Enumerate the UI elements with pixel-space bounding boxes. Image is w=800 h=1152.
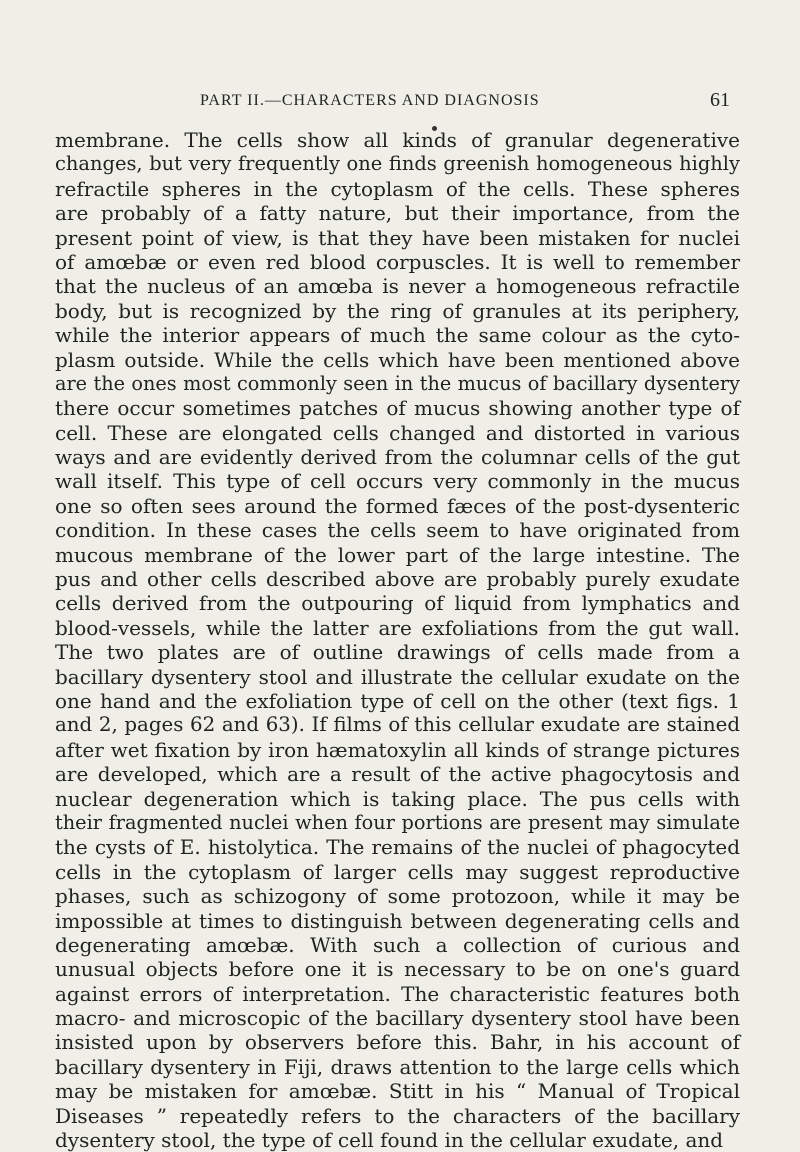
text-line: bacillary dysentery in Fiji, draws attention to the large cells which bbox=[55, 1054, 740, 1079]
text-line: after wet fixation by iron hæmatoxylin all kinds of strange pictures bbox=[55, 737, 740, 762]
text-line: Diseases ” repeatedly refers to the characters of the bacillary bbox=[55, 1103, 740, 1128]
text-line: ways and are evidently derived from the columnar cells of the gut bbox=[55, 445, 740, 470]
text-line: insisted upon by observers before this. Bahr, in his account of bbox=[55, 1030, 740, 1055]
text-line: bacillary dysentery stool and illustrate the cellular exudate on the bbox=[55, 664, 740, 689]
text-line: of amœbæ or even red blood corpuscles. It is well to remember bbox=[55, 249, 740, 274]
text-line: condition. In these cases the cells seem to have originated from bbox=[55, 518, 740, 543]
text-line: one so often sees around the formed fæces of the post-dysenteric bbox=[55, 493, 740, 518]
text-line: impossible at times to distinguish between degenerating cells and bbox=[55, 908, 740, 933]
text-line: wall itself. This type of cell occurs very commonly in the mucus bbox=[55, 469, 740, 494]
text-line: cells derived from the outpouring of liquid from lymphatics and bbox=[55, 591, 740, 616]
text-line: refractile spheres in the cytoplasm of the cells. These spheres bbox=[55, 176, 740, 201]
text-line: their fragmented nuclei when four portions are present may simulate bbox=[55, 810, 740, 834]
text-line: The two plates are of outline drawings of cells made from a bbox=[55, 640, 740, 665]
text-line: may be mistaken for amœbæ. Stitt in his “ Manual of Tropical bbox=[55, 1079, 740, 1104]
text-line: mucous membrane of the lower part of the large intestine. The bbox=[55, 542, 740, 567]
text-line: membrane. The cells show all kinds of granular degenerative bbox=[55, 128, 740, 152]
page-number: 61 bbox=[710, 89, 730, 111]
text-line: pus and other cells described above are probably purely exudate bbox=[55, 567, 740, 592]
text-line: are probably of a fatty nature, but their importance, from the bbox=[55, 201, 740, 226]
text-line: while the interior appears of much the same colour as the cyto- bbox=[55, 323, 740, 348]
text-line: nuclear degeneration which is taking place. The pus cells with bbox=[55, 786, 740, 811]
text-line: phases, such as schizogony of some protozoon, while it may be bbox=[55, 884, 740, 909]
text-line: cells in the cytoplasm of larger cells may suggest reproductive bbox=[55, 859, 740, 884]
text-line: plasm outside. While the cells which have been mentioned above bbox=[55, 347, 740, 372]
text-line: and 2, pages 62 and 63). If films of this cellular exudate are stained bbox=[55, 713, 740, 737]
text-line: dysentery stool, the type of cell found in the cellular exudate, and bbox=[55, 1128, 724, 1152]
running-title: PART II.—CHARACTERS AND DIAGNOSIS bbox=[200, 92, 540, 109]
text-line: body, but is recognized by the ring of granules at its periphery, bbox=[55, 298, 740, 323]
text-line: are developed, which are a result of the active phagocytosis and bbox=[55, 762, 740, 787]
text-line: present point of view, is that they have been mistaken for nuclei bbox=[55, 225, 740, 250]
text-line: against errors of interpretation. The characteristic features both bbox=[55, 981, 740, 1006]
text-line: one hand and the exfoliation type of cell on the other (text figs. 1 bbox=[55, 688, 740, 713]
page-header bbox=[200, 89, 730, 116]
text-line: blood-vessels, while the latter are exfoliations from the gut wall. bbox=[55, 615, 740, 640]
text-line: the cysts of E. histolytica. The remains of the nuclei of phagocyted bbox=[55, 835, 740, 860]
text-line: cell. These are elongated cells changed and distorted in various bbox=[55, 420, 740, 445]
text-line: unusual objects before one it is necessary to be on one's guard bbox=[55, 957, 740, 982]
text-line: changes, but very frequently one finds greenish homogeneous highly bbox=[55, 152, 740, 176]
text-line: macro- and microscopic of the bacillary dysentery stool have been bbox=[55, 1006, 740, 1031]
text-line: that the nucleus of an amœba is never a homogeneous refractile bbox=[55, 274, 740, 299]
text-line: there occur sometimes patches of mucus showing another type of bbox=[55, 396, 740, 421]
text-line: degenerating amœbæ. With such a collection of curious and bbox=[55, 932, 740, 957]
text-line: are the ones most commonly seen in the mucus of bacillary dysentery bbox=[55, 371, 740, 395]
body-text bbox=[55, 128, 740, 1152]
